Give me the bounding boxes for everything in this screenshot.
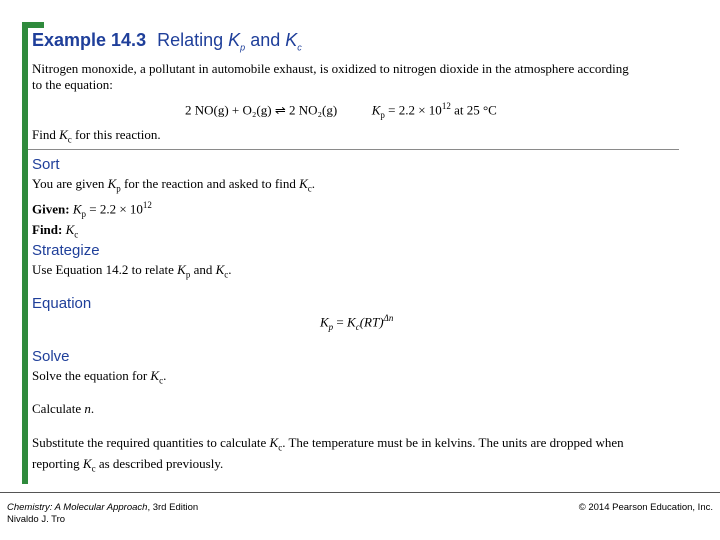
find-given-line: Find: $K_c$ bbox=[32, 221, 79, 240]
reaction-equation: 2 NO(g) + O₂(g) ⇌ 2 NO₂(g) $K_p = 2.2 \times 10^{12}$ at 25 °C bbox=[185, 101, 497, 120]
intro-line-1: Nitrogen monoxide, a pollutant in automobile exhaust, is oxidized to nitrogen dioxide in the atmosphere according bbox=[32, 61, 629, 76]
equation-heading: Equation bbox=[32, 295, 92, 312]
intro-line-2: to the equation: bbox=[32, 77, 113, 92]
solve-heading: Solve bbox=[32, 348, 70, 365]
sort-line-1: You are given $K_p$ for the reaction and asked to find $K_c$. bbox=[32, 176, 316, 194]
intro-text bbox=[32, 61, 692, 93]
left-accent-bar bbox=[22, 22, 28, 484]
title-relating: Relating bbox=[157, 30, 224, 50]
kp-kc-equation: $K_p = K_c(RT)^{\Delta n}$ bbox=[320, 313, 394, 332]
strategize-heading: Strategize bbox=[32, 242, 100, 259]
given-line: Given: $K_p = 2.2 \times 10^{12}$ bbox=[32, 199, 152, 219]
title-kc: $K_c$ bbox=[285, 30, 302, 53]
reaction: 2 NO(g) + O₂(g) ⇌ 2 NO₂(g) bbox=[185, 102, 338, 118]
find-line: Find $K_c$ for this reaction. bbox=[32, 127, 161, 145]
footer-divider bbox=[0, 492, 720, 493]
sort-heading: Sort bbox=[32, 156, 60, 173]
title-and: and bbox=[250, 30, 281, 50]
strategize-text: Use Equation 14.2 to relate $K_p$ and $K_c$. bbox=[32, 262, 232, 280]
section-divider bbox=[28, 149, 679, 150]
example-number: Example 14.3 bbox=[32, 30, 147, 50]
top-accent-bar bbox=[22, 22, 44, 28]
footer-book: Chemistry: A Molecular Approach, 3rd Edition Nivaldo J. Tro bbox=[7, 502, 199, 525]
footer-author: Nivaldo J. Tro bbox=[7, 514, 66, 525]
page-title bbox=[32, 30, 302, 53]
solve-line-3: Substitute the required quantities to calculate $K_c$. The temperature must be in kelvins. The units are dropped when reporting $K_c$ as described previously. bbox=[32, 435, 624, 474]
footer-copyright: © 2014 Pearson Education, Inc. bbox=[578, 502, 713, 513]
title-kp: $K_p$ bbox=[228, 30, 246, 53]
solve-line-2: Calculate n. bbox=[32, 401, 95, 416]
sort-section bbox=[32, 176, 692, 242]
solve-line-1: Solve the equation for $K_c$. bbox=[32, 368, 167, 386]
